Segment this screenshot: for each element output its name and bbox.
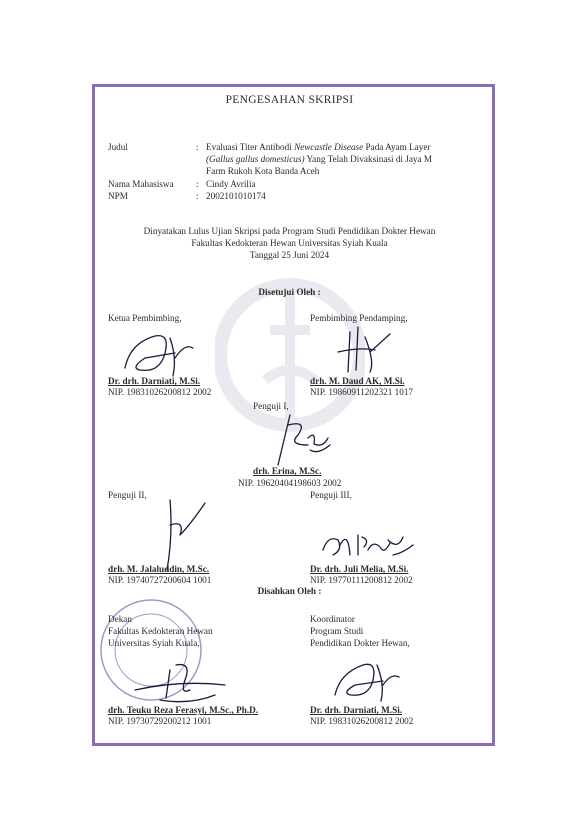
dekan-role-line3: Universitas Syiah Kuala, xyxy=(108,638,200,648)
dekan-name: drh. Teuku Reza Ferasyi, M.Sc., Ph.D. xyxy=(108,705,259,715)
koordinator-role-line2: Program Studi xyxy=(310,626,364,636)
page-title: PENGESAHAN SKRIPSI xyxy=(225,94,354,106)
ketua-nip: NIP. 19831026200812 2002 xyxy=(108,387,212,397)
koordinator-role-line1: Koordinator xyxy=(310,614,355,624)
dekan-role-line1: Dekan xyxy=(108,614,132,624)
dekan-role-line2: Fakultas Kedokteran Hewan xyxy=(108,626,213,636)
ketua-signature xyxy=(115,328,200,378)
declaration-line3: Tanggal 25 Juni 2024 xyxy=(249,250,330,260)
judul-line3: Farm Rukoh Kota Banda Aceh xyxy=(206,166,320,176)
ketua-role: Ketua Pembimbing, xyxy=(108,313,182,323)
penguji2-nip: NIP. 19740727200604 1001 xyxy=(108,575,212,585)
penguji1-signature xyxy=(268,410,338,470)
nama-label: Nama Mahasiswa xyxy=(108,179,174,189)
judul-line1: Evaluasi Titer Antibodi Newcastle Disease Pada Ayam Layer xyxy=(206,142,431,152)
npm-label: NPM xyxy=(108,191,128,201)
penguji3-name: Dr. drh. Juli Melia, M.Si. xyxy=(310,564,409,574)
declaration-line1: Dinyatakan Lulus Ujian Skripsi pada Program Studi Pendidikan Dokter Hewan xyxy=(143,226,436,236)
koordinator-name: Dr. drh. Darniati, M.Si. xyxy=(310,705,403,715)
npm-value: 2002101010174 xyxy=(206,191,266,201)
nama-colon: : xyxy=(196,179,199,189)
penguji3-signature xyxy=(318,525,418,565)
koordinator-role-line3: Pendidikan Dokter Hewan, xyxy=(310,638,410,648)
penguji1-nip: NIP. 19620404198603 2002 xyxy=(238,478,342,488)
penguji3-role: Penguji III, xyxy=(310,490,352,500)
pendamping-role: Pembimbing Pendamping, xyxy=(310,313,408,323)
pendamping-name: drh. M. Daud AK, M.Si. xyxy=(310,376,405,386)
penguji3-nip: NIP. 19770111200812 2002 xyxy=(310,575,413,585)
dekan-nip: NIP. 19730729200212 1001 xyxy=(108,716,212,726)
penguji1-name: drh. Erina, M.Sc. xyxy=(253,466,322,476)
penguji2-signature xyxy=(155,495,215,575)
declaration-line2: Fakultas Kedokteran Hewan Universitas Syiah Kuala xyxy=(191,238,388,248)
judul-label: Judul xyxy=(108,142,128,152)
dekan-signature xyxy=(130,650,230,705)
approved-heading: Disetujui Oleh : xyxy=(258,287,321,297)
ratified-heading: Disahkan Oleh : xyxy=(257,586,322,596)
koordinator-signature xyxy=(325,655,405,705)
nama-value: Cindy Avrilia xyxy=(206,179,256,189)
npm-colon: : xyxy=(196,191,199,201)
judul-colon: : xyxy=(196,142,199,152)
penguji2-name: drh. M. Jalaluddin, M.Sc. xyxy=(108,564,210,574)
penguji1-role: Penguji I, xyxy=(253,401,289,411)
koordinator-nip: NIP. 19831026200812 2002 xyxy=(310,716,414,726)
judul-line2: (Gallus gallus domesticus) Yang Telah Divaksinasi di Jaya M xyxy=(206,154,433,164)
ketua-name: Dr. drh. Darniati, M.Si. xyxy=(108,376,201,386)
pendamping-nip: NIP. 19860911202321 1017 xyxy=(310,387,414,397)
penguji2-role: Penguji II, xyxy=(108,490,147,500)
pendamping-signature xyxy=(330,322,400,377)
